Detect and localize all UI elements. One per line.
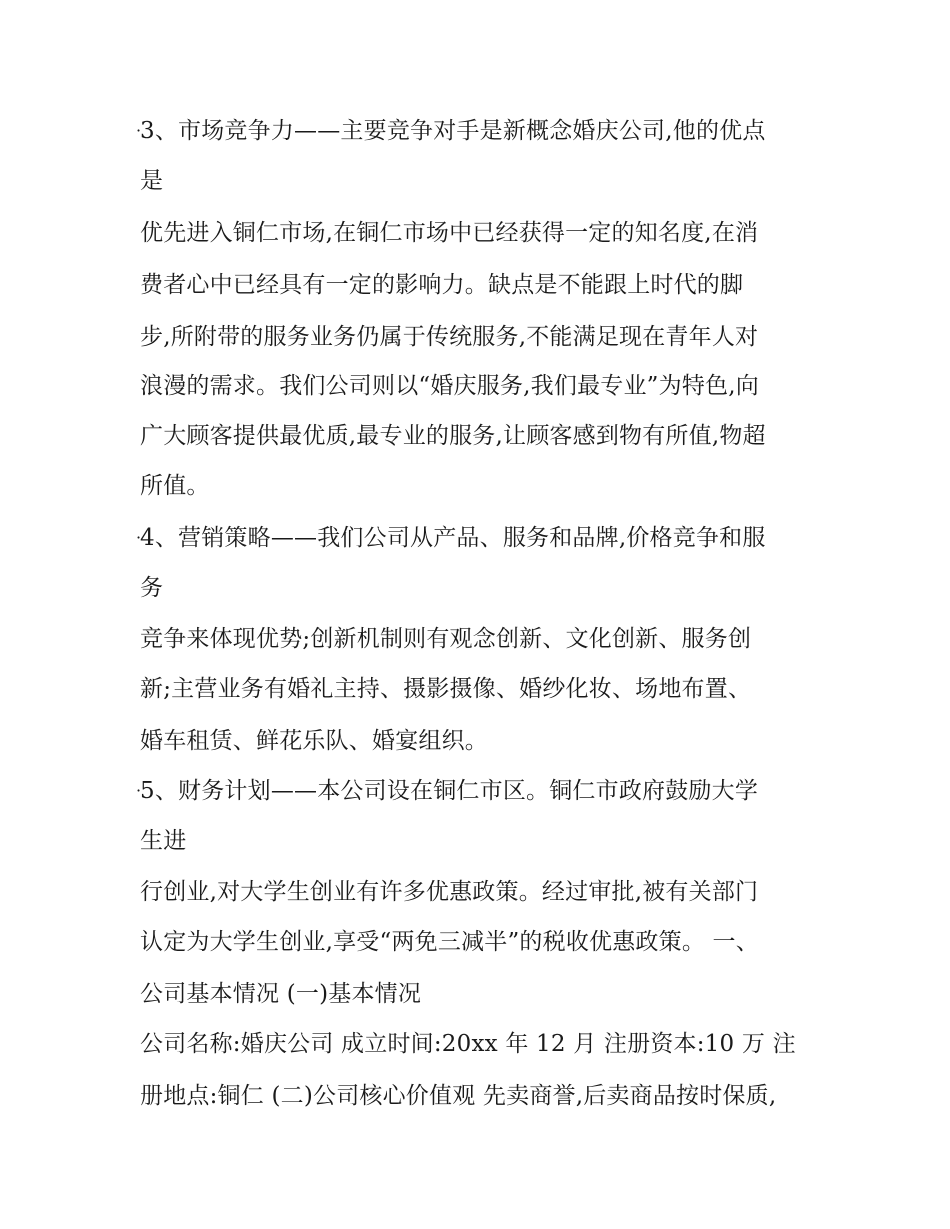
paragraph-line: 公司基本情况 (一)基本情况: [140, 981, 422, 1007]
paragraph-line: 生进: [140, 828, 187, 854]
paragraph-line: 册地点:铜仁 (二)公司核心价值观 先卖商誉,后卖商品按时保质,: [140, 1083, 777, 1109]
paragraph-line: 务: [140, 575, 164, 601]
paragraph-line: 新;主营业务有婚礼主持、摄影摄像、婚纱化妆、场地布置、: [140, 676, 752, 702]
bullet-marker: ·: [136, 781, 142, 800]
bullet-marker: ·: [136, 121, 142, 140]
paragraph-line: · 4、营销策略——我们公司从产品、服务和品牌,价格竞争和服: [136, 525, 766, 551]
paragraph-line: 所值。: [140, 473, 210, 499]
paragraph-line: 浪漫的需求。我们公司则以“婚庆服务,我们最专业”为特色,向: [140, 373, 759, 399]
paragraph-line: 行创业,对大学生创业有许多优惠政策。经过审批,被有关部门: [140, 879, 759, 905]
paragraph-line: 步,所附带的服务业务仍属于传统服务,不能满足现在青年人对: [140, 324, 759, 350]
paragraph-line: 费者心中已经具有一定的影响力。缺点是不能跟上时代的脚: [140, 272, 744, 298]
paragraph-line: 竞争来体现优势;创新机制则有观念创新、文化创新、服务创: [140, 626, 752, 652]
paragraph-line: 广大顾客提供最优质,最专业的服务,让顾客感到物有所值,物超: [140, 423, 766, 449]
paragraph-line: · 5、财务计划——本公司设在铜仁市区。铜仁市政府鼓励大学: [136, 778, 759, 804]
bullet-marker: ·: [136, 528, 142, 547]
paragraph-line: 公司名称:婚庆公司 成立时间:20xx 年 12 月 注册资本:10 万 注: [140, 1031, 796, 1057]
paragraph-line: 是: [140, 168, 164, 194]
paragraph-line: · 3、市场竞争力——主要竞争对手是新概念婚庆公司,他的优点: [136, 118, 766, 144]
paragraph-line: 认定为大学生创业,享受“两免三减半”的税收优惠政策。 一、: [140, 929, 759, 955]
paragraph-line: 婚车租赁、鲜花乐队、婚宴组织。: [140, 728, 488, 754]
paragraph-line: 优先进入铜仁市场,在铜仁市场中已经获得一定的知名度,在消: [140, 220, 759, 246]
